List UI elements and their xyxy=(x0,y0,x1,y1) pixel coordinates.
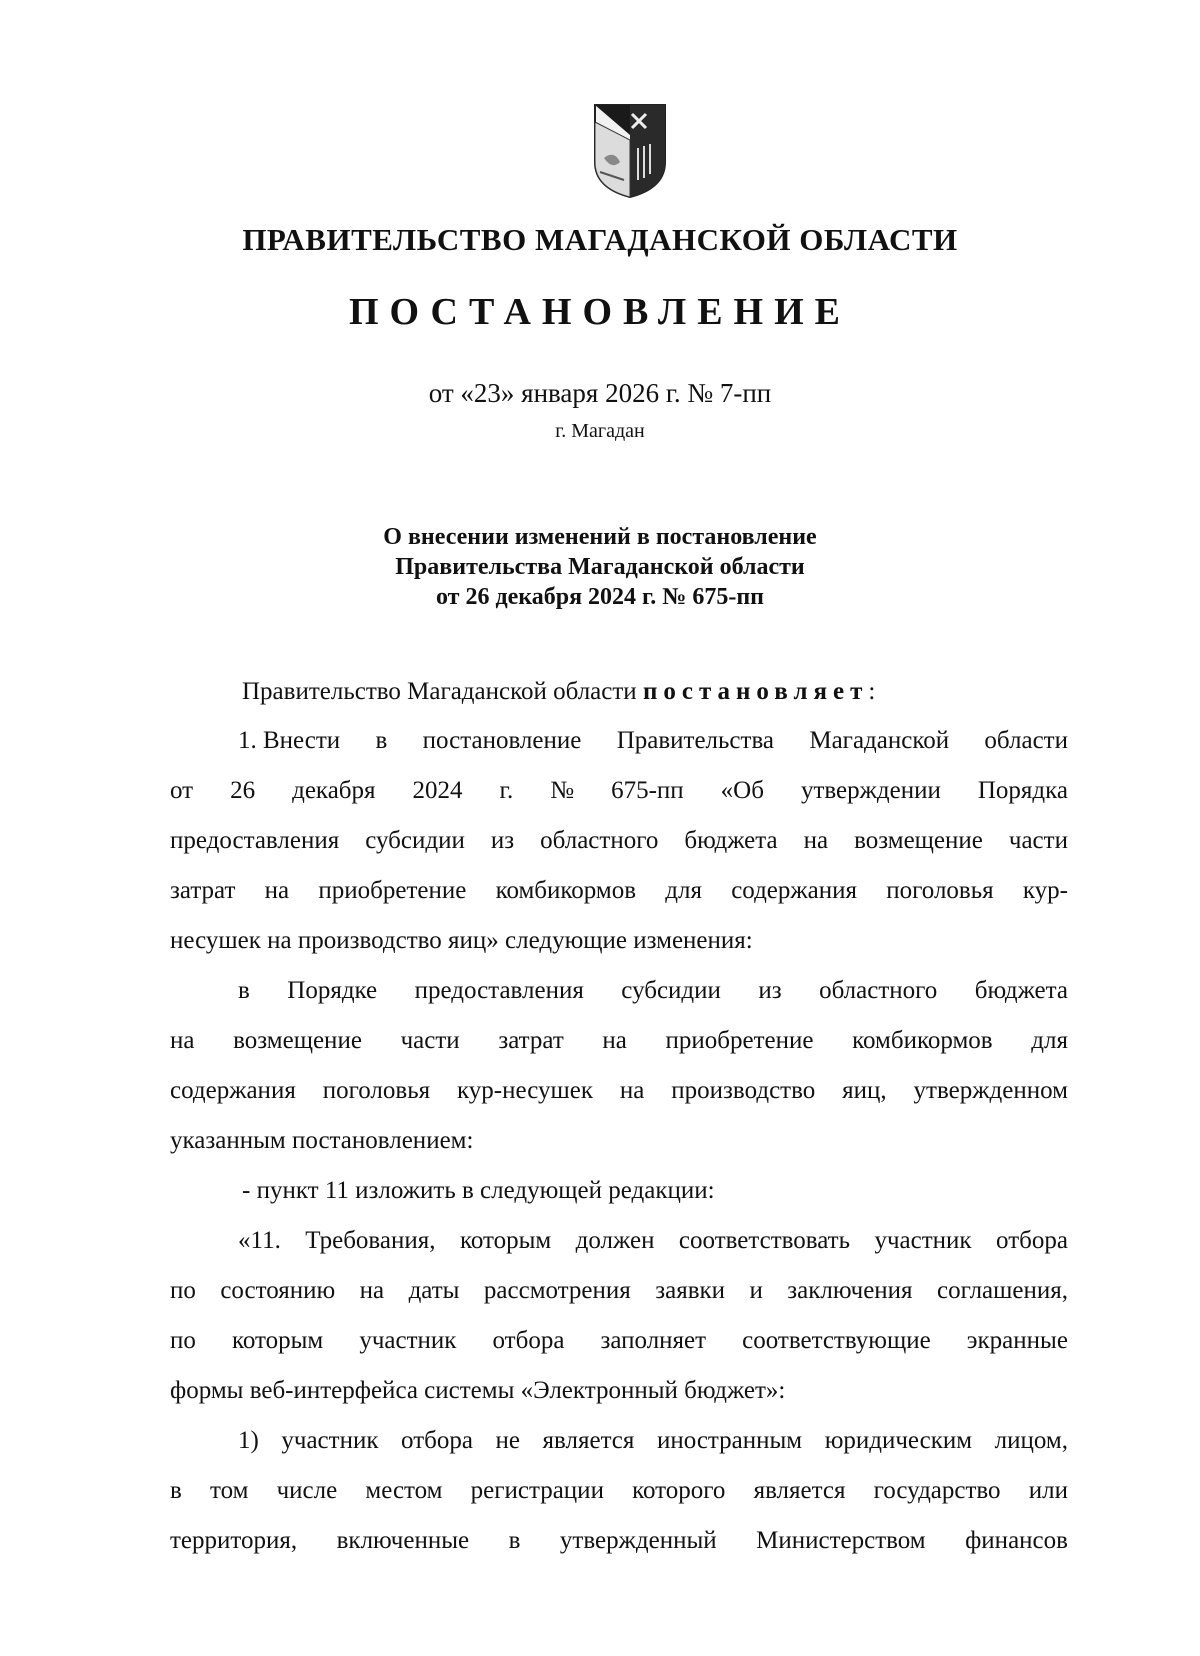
word: включенные xyxy=(336,1527,470,1554)
word: государство xyxy=(873,1477,1001,1504)
paragraph-line xyxy=(170,1527,1068,1555)
document-type: ПОСТАНОВЛЕНИЕ xyxy=(348,291,852,333)
subject-line: О внесении изменений в постановление xyxy=(383,524,817,550)
word: утвержденный xyxy=(559,1527,717,1554)
word: из xyxy=(490,827,515,854)
paragraph-line xyxy=(238,1427,1068,1455)
word: том xyxy=(209,1477,249,1504)
word: в xyxy=(375,727,388,754)
word: постановление xyxy=(422,727,582,754)
document-subject xyxy=(0,522,1200,612)
word: г. xyxy=(499,777,514,804)
word: Требования, xyxy=(305,1227,436,1254)
word: соответствующие xyxy=(742,1327,931,1354)
word: 1) xyxy=(238,1427,259,1454)
word: числе xyxy=(276,1477,338,1504)
word: «Об xyxy=(720,777,764,804)
paragraph-line: - пункт 11 изложить в следующей редакции: xyxy=(242,1177,715,1204)
word: на xyxy=(602,1027,627,1054)
word: состоянию xyxy=(220,1277,336,1304)
word: предоставления xyxy=(170,827,340,854)
paragraph-line: формы веб-интерфейса системы «Электронный бюджет»: xyxy=(170,1377,786,1404)
word: территория, xyxy=(170,1527,298,1554)
word: утвержденном xyxy=(913,1077,1068,1104)
word: по xyxy=(170,1277,196,1304)
word: которым xyxy=(459,1227,552,1254)
word: для xyxy=(1031,1027,1068,1054)
word: части xyxy=(1008,827,1068,854)
preamble-text: Правительство Магаданской области xyxy=(242,678,637,705)
word: части xyxy=(400,1027,460,1054)
word: комбикормов xyxy=(495,877,637,904)
word: юридическим xyxy=(824,1427,973,1454)
word: «11. xyxy=(238,1227,281,1254)
word: Порядка xyxy=(977,777,1068,804)
word: на xyxy=(803,827,829,854)
word: от xyxy=(170,777,194,804)
word: приобретение xyxy=(665,1027,814,1054)
paragraph-line xyxy=(170,777,1068,805)
word: является xyxy=(542,1427,635,1454)
word: утверждении xyxy=(800,777,941,804)
word: регистрации xyxy=(470,1477,604,1504)
document-date-number: от «23» января 2026 г. № 7-пп xyxy=(428,378,772,408)
word: иностранным xyxy=(656,1427,803,1454)
word: 26 xyxy=(230,777,256,804)
word: декабря xyxy=(292,777,376,804)
word: субсидии xyxy=(365,827,465,854)
paragraph-line xyxy=(170,1027,1068,1055)
paragraph-line xyxy=(170,877,1068,905)
word: затрат xyxy=(170,877,236,904)
word: заявки xyxy=(655,1277,726,1304)
word: субсидии xyxy=(621,977,721,1004)
word: даты xyxy=(408,1277,460,1304)
word: соглашения, xyxy=(936,1277,1068,1304)
word: Магаданской xyxy=(809,727,950,754)
document-city: г. Магадан xyxy=(555,420,645,442)
word: или xyxy=(1028,1477,1068,1504)
word: содержания xyxy=(731,877,858,904)
word: возмещение xyxy=(854,827,983,854)
word: в xyxy=(170,1477,182,1504)
word: заполняет xyxy=(600,1327,707,1354)
word: области xyxy=(984,727,1068,754)
word: по xyxy=(170,1327,196,1354)
word: соответствовать xyxy=(678,1227,851,1254)
word: 675-пп xyxy=(611,777,684,804)
word: которого xyxy=(632,1477,726,1504)
word: на xyxy=(619,1077,645,1104)
word: затрат xyxy=(498,1027,564,1054)
subject-line: Правительства Магаданской области xyxy=(395,554,805,580)
paragraph-line: указанным постановлением: xyxy=(170,1127,474,1154)
word: отбора xyxy=(996,1227,1068,1254)
word: областного xyxy=(540,827,659,854)
word: 2024 xyxy=(412,777,463,804)
word: производство xyxy=(671,1077,816,1104)
word: содержания xyxy=(170,1077,296,1104)
word: 1. Внести xyxy=(238,727,341,754)
word: не xyxy=(495,1427,520,1454)
subject-line: от 26 декабря 2024 г. № 675-пп xyxy=(435,584,765,610)
word: экранные xyxy=(966,1327,1068,1354)
word: отбора xyxy=(492,1327,565,1354)
word: заключения xyxy=(787,1277,913,1304)
word: участник xyxy=(281,1427,379,1454)
word: на xyxy=(170,1027,195,1054)
word: из xyxy=(758,977,782,1004)
word: и xyxy=(749,1277,763,1304)
word: участник xyxy=(359,1327,457,1354)
word: местом xyxy=(365,1477,443,1504)
word: возмещение xyxy=(233,1027,362,1054)
preamble xyxy=(242,678,875,706)
paragraph-line xyxy=(238,1227,1068,1255)
word: должен xyxy=(575,1227,655,1254)
word: областного xyxy=(819,977,938,1004)
word: приобретение xyxy=(318,877,467,904)
word: Правительства xyxy=(616,727,775,754)
word: в xyxy=(238,977,250,1004)
word: кур-несушек xyxy=(457,1077,593,1104)
paragraph-line xyxy=(238,727,1068,755)
word: Министерством xyxy=(756,1527,926,1554)
paragraph-line xyxy=(170,827,1068,855)
word: рассмотрения xyxy=(483,1277,631,1304)
paragraph-line xyxy=(238,977,1068,1005)
word: отбора xyxy=(401,1427,473,1454)
word: на xyxy=(264,877,290,904)
word: № xyxy=(550,777,575,804)
paragraph-line xyxy=(170,1327,1068,1355)
word: является xyxy=(753,1477,846,1504)
word: поголовья xyxy=(322,1077,431,1104)
paragraph-line: несушек на производство яиц» следующие изменения: xyxy=(170,927,753,954)
word: финансов xyxy=(965,1527,1068,1554)
word: кур- xyxy=(1022,877,1068,904)
word: поголовья xyxy=(886,877,994,904)
word: бюджета xyxy=(684,827,778,854)
paragraph-line xyxy=(170,1077,1068,1105)
word: яиц, xyxy=(842,1077,887,1104)
preamble-colon: : xyxy=(868,678,876,705)
paragraph-line xyxy=(170,1477,1068,1505)
word: для xyxy=(665,877,702,904)
government-title: ПРАВИТЕЛЬСТВО МАГАДАНСКОЙ ОБЛАСТИ xyxy=(242,222,958,257)
coat-of-arms-emblem xyxy=(590,100,670,200)
paragraph-line xyxy=(170,1277,1068,1305)
preamble-verb: постановляет xyxy=(642,678,869,705)
word: на xyxy=(359,1277,385,1304)
word: предоставления xyxy=(414,977,584,1004)
word: которым xyxy=(231,1327,324,1354)
word: Порядке xyxy=(287,977,378,1004)
word: лицом, xyxy=(994,1427,1068,1454)
word: в xyxy=(508,1527,521,1554)
word: участник xyxy=(874,1227,972,1254)
word: бюджета xyxy=(974,977,1068,1004)
word: комбикормов xyxy=(852,1027,993,1054)
